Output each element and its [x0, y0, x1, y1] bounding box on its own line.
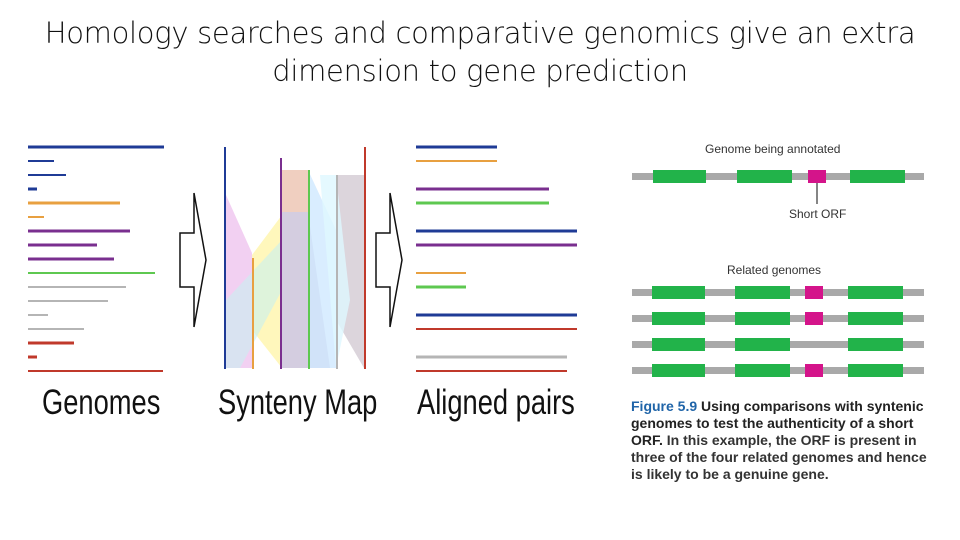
title-line-1: Homology searches and comparative genomics give an extra [44, 16, 916, 50]
title-line-2: dimension to gene prediction [272, 54, 688, 88]
caption-body: In this example, the ORF is present in three of the four related genomes and hence is likely to be a genuine gene. [631, 432, 927, 482]
figure-caption [631, 398, 931, 483]
genomes-label: Genomes [42, 383, 161, 422]
annotated-genome-track [632, 170, 924, 204]
caption-heading: Using comparisons with syntenic genomes to test the authenticity of a short ORF. [631, 398, 924, 448]
short-orf-label: Short ORF [789, 207, 847, 221]
genome-annotated-label: Genome being annotated [705, 142, 841, 156]
right-arrow-icon [180, 193, 206, 327]
synteny-map [225, 147, 365, 369]
right-arrow-icon [376, 193, 402, 327]
genomes-lines [28, 147, 164, 371]
short-orf-marker [808, 170, 826, 183]
aligned-pairs-lines [416, 147, 577, 371]
caption-figure-number: Figure 5.9 [631, 398, 698, 414]
related-genomes-tracks [632, 286, 924, 377]
aligned-pairs-label: Aligned pairs [417, 383, 575, 422]
synteny-map-label: Synteny Map [218, 383, 378, 422]
related-genomes-label: Related genomes [727, 263, 822, 277]
